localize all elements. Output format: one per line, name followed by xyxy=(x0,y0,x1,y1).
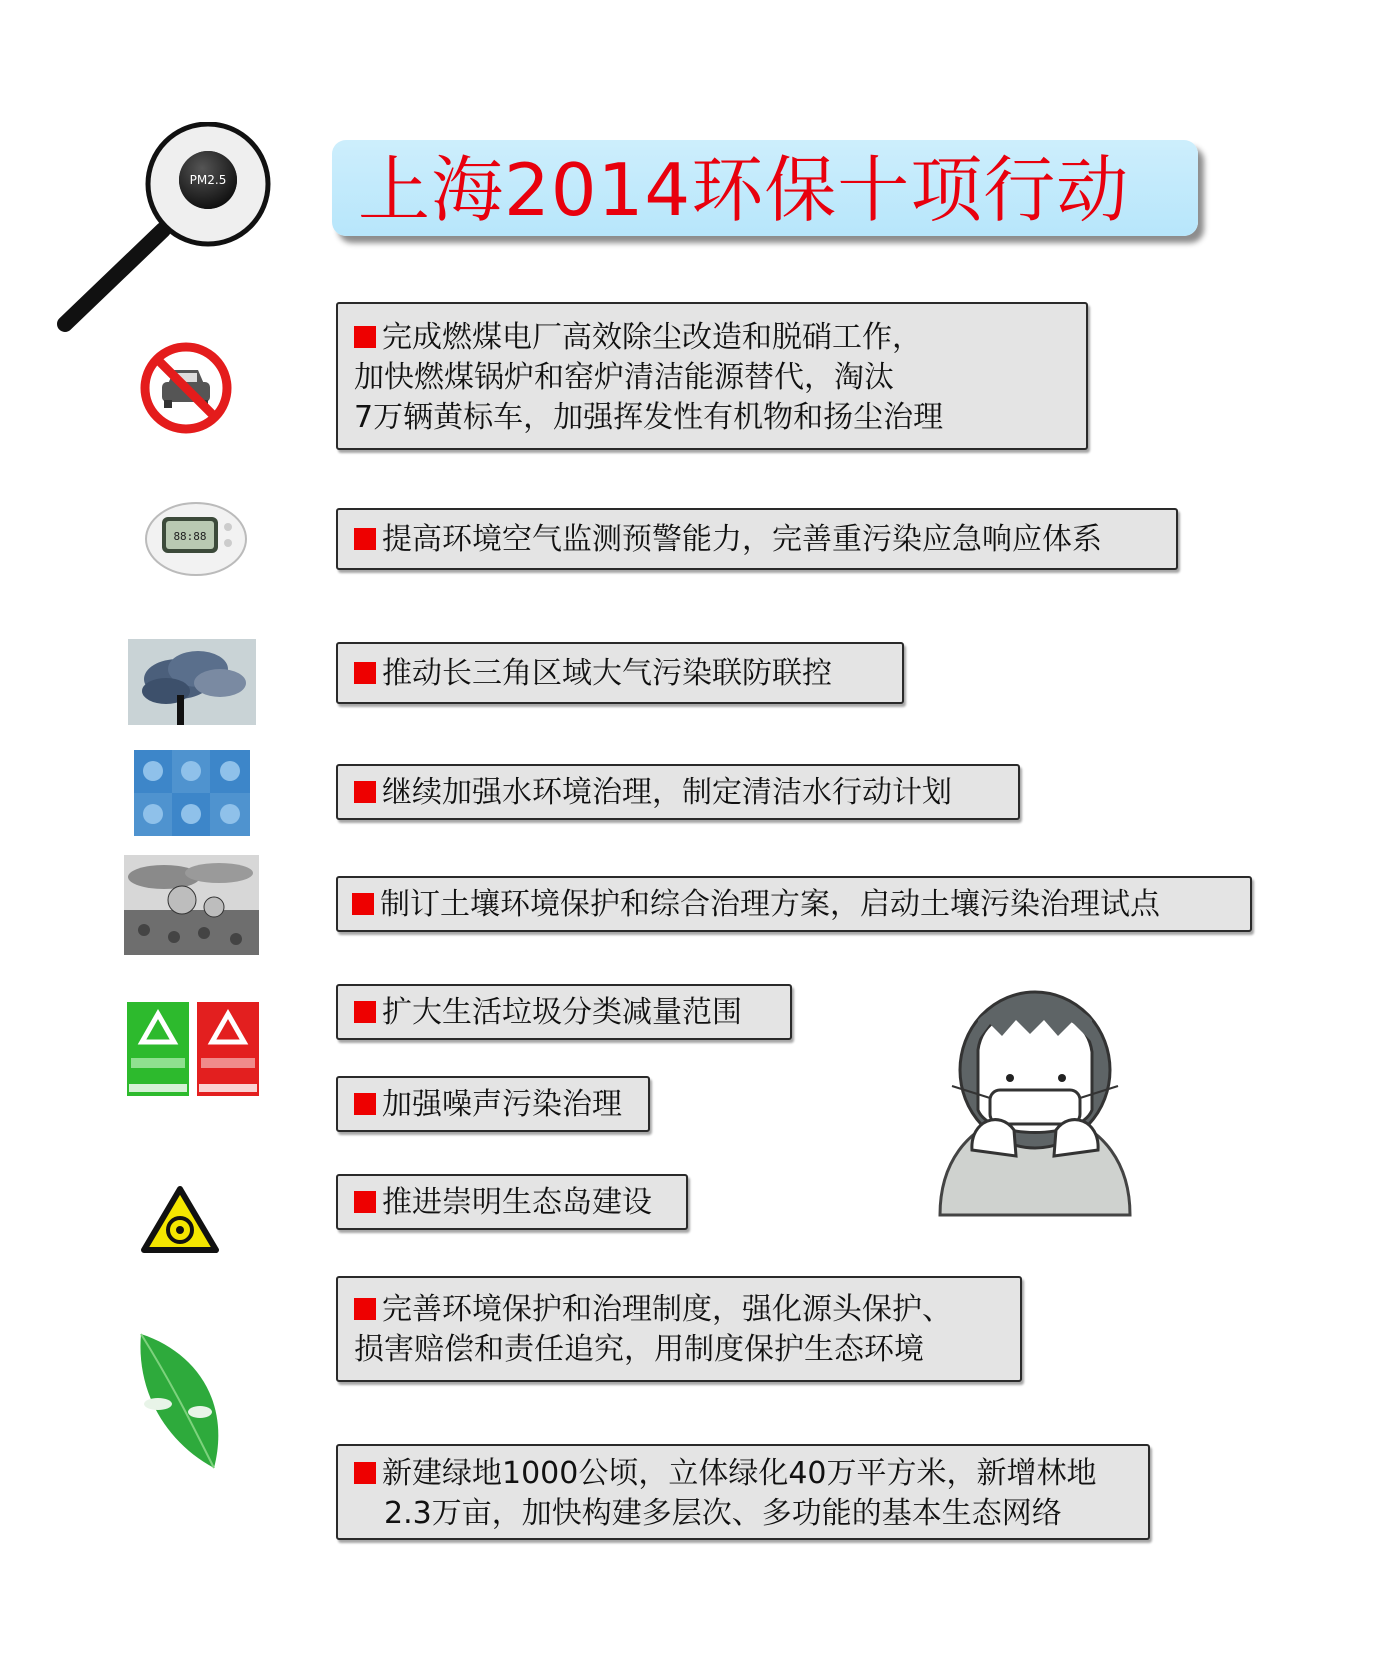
item-5-line-1: 制订土壤环境保护和综合治理方案，启动土壤污染治理试点 xyxy=(352,885,1160,925)
smokestack-icon xyxy=(128,639,256,725)
soil-pollution-icon xyxy=(124,855,259,955)
bullet-icon xyxy=(354,1298,376,1320)
water-icon xyxy=(134,750,250,836)
action-item-5 xyxy=(336,876,1252,932)
bullet-icon xyxy=(354,528,376,550)
action-item-1 xyxy=(336,302,1088,450)
item-9-line-2: 损害赔偿和责任追究，用制度保护生态环境 xyxy=(354,1332,924,1367)
item-2-line-1: 提高环境空气监测预警能力，完善重污染应急响应体系 xyxy=(354,520,1102,560)
item-6-line-1: 扩大生活垃圾分类减量范围 xyxy=(354,993,742,1033)
action-item-8 xyxy=(336,1174,688,1230)
mask-person-icon xyxy=(930,980,1140,1220)
item-1-line-1: 完成燃煤电厂高效除尘改造和脱硝工作， xyxy=(354,318,922,358)
magnifier-icon xyxy=(55,122,285,337)
no-car-icon xyxy=(140,342,232,434)
action-item-4 xyxy=(336,764,1020,820)
leaf-hands-icon xyxy=(136,1332,226,1472)
page-title: 上海2014环保十项行动 xyxy=(358,148,1130,232)
action-item-3 xyxy=(336,642,904,704)
bullet-icon xyxy=(354,1462,376,1484)
recycle-bins-icon xyxy=(127,1002,261,1098)
item-1-line-3: 7万辆黄标车，加强挥发性有机物和扬尘治理 xyxy=(354,400,944,435)
noise-warning-icon xyxy=(141,1186,219,1254)
pm25-label: PM2.5 xyxy=(189,173,227,187)
air-monitor-icon xyxy=(144,497,252,577)
bullet-icon xyxy=(354,1191,376,1213)
bullet-icon xyxy=(354,1093,376,1115)
item-4-line-1: 继续加强水环境治理，制定清洁水行动计划 xyxy=(354,773,952,813)
svg-text:88:88: 88:88 xyxy=(173,530,207,543)
action-item-10 xyxy=(336,1444,1150,1540)
bullet-icon xyxy=(352,893,374,915)
action-item-9 xyxy=(336,1276,1022,1382)
bullet-icon xyxy=(354,1001,376,1023)
item-3-line-1: 推动长三角区域大气污染联防联控 xyxy=(354,654,832,694)
item-1-line-2: 加快燃煤锅炉和窑炉清洁能源替代，淘汰 xyxy=(354,360,894,395)
item-10-line-2: 2.3万亩，加快构建多层次、多功能的基本生态网络 xyxy=(384,1496,1062,1531)
action-item-2 xyxy=(336,508,1178,570)
item-10-line-1: 新建绿地1000公顷，立体绿化40万平方米，新增林地 xyxy=(354,1454,1097,1494)
bullet-icon xyxy=(354,662,376,684)
action-item-6 xyxy=(336,984,792,1040)
bullet-icon xyxy=(354,326,376,348)
bullet-icon xyxy=(354,781,376,803)
action-item-7 xyxy=(336,1076,650,1132)
item-7-line-1: 加强噪声污染治理 xyxy=(354,1085,622,1125)
item-8-line-1: 推进崇明生态岛建设 xyxy=(354,1183,652,1223)
item-9-line-1: 完善环境保护和治理制度，强化源头保护、 xyxy=(354,1290,952,1330)
